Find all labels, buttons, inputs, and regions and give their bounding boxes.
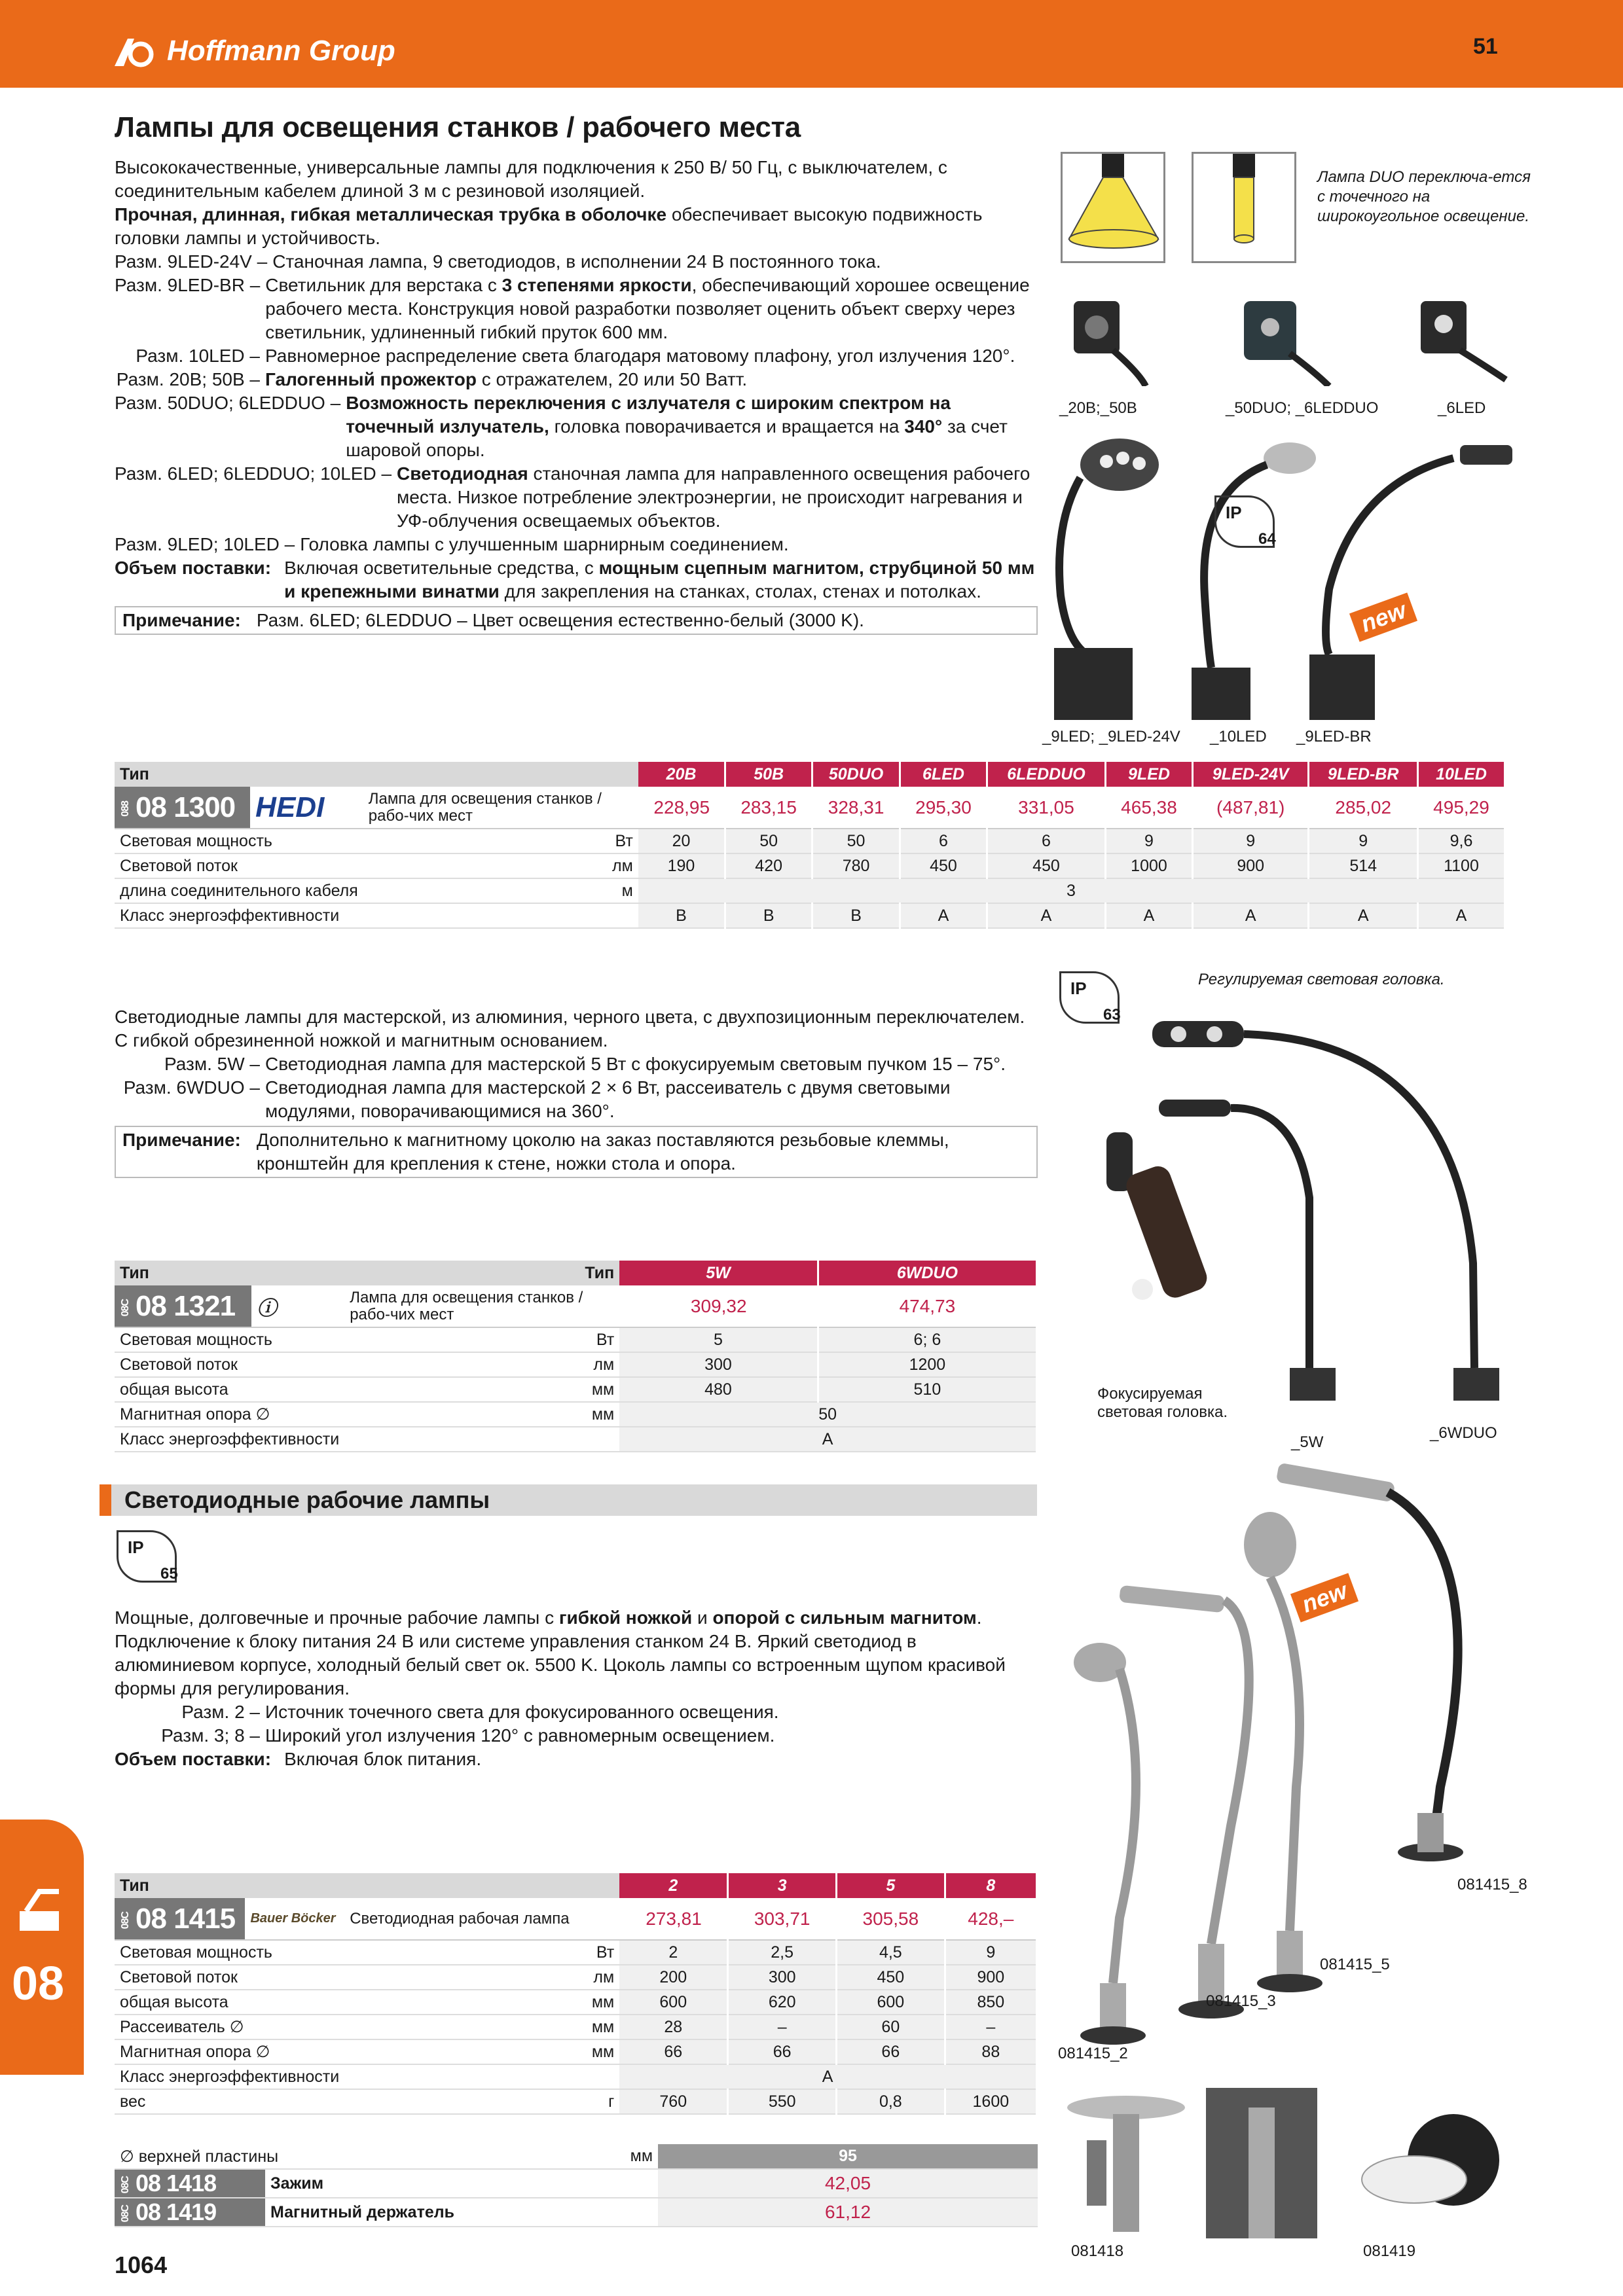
product-description: Светодиодная рабочая лампа: [344, 1898, 619, 1940]
cell: 6; 6: [818, 1327, 1036, 1352]
plate-unit: мм: [406, 2144, 658, 2169]
lamp-20b-image: [1061, 288, 1152, 386]
row-label: Световой поток: [115, 853, 363, 878]
row-unit: Вт: [344, 1327, 619, 1352]
workshop-lamps-image: [1087, 1001, 1519, 1420]
caption-081415-8: 081415_8: [1457, 1876, 1527, 1893]
ip64-badge: IP 64: [1214, 495, 1275, 548]
price-row: [115, 1898, 1037, 1940]
row-unit: мм: [344, 1402, 619, 1427]
row-unit: мм: [344, 1990, 619, 2015]
size-header: 2: [619, 1873, 728, 1898]
row-label: Магнитная опора ∅: [115, 1402, 344, 1427]
language-code: RUE: [1573, 31, 1584, 54]
product-table-081321: [115, 1261, 1038, 1452]
s3-size-rows: [115, 1700, 1038, 1748]
spot-beam-diagram: [1192, 152, 1296, 263]
led-work-lamps-image: [1061, 1460, 1532, 2049]
plate-value: 95: [658, 2144, 1038, 2169]
size-row: [115, 344, 1038, 368]
intro-block: [115, 156, 1038, 635]
table-header-row: [115, 762, 1505, 787]
cell: 190: [638, 853, 725, 878]
article-number[interactable]: [115, 787, 250, 829]
size-text: Головка лампы с улучшенным шарнирным соединением.: [300, 534, 789, 554]
intro-size-rows: [115, 250, 1038, 556]
cell: 300: [619, 1352, 818, 1377]
table-row: [115, 878, 1505, 903]
size-header: 6WDUO: [818, 1261, 1036, 1285]
cell: 60: [837, 2015, 945, 2039]
price-row: [115, 1285, 1037, 1327]
magnet-081419-image: [1355, 2088, 1506, 2238]
table-row: [115, 2089, 1037, 2114]
cell: A: [619, 2064, 1036, 2089]
note-box: Примечание: Разм. 6LED; 6LEDDUO – Цвет освещения естественно-белый (3000 K).: [115, 606, 1038, 635]
row-label: Класс энергоэффективности: [115, 2064, 344, 2089]
article-code: 08 1418: [136, 2170, 217, 2197]
spot-beam-icon: [1194, 154, 1294, 261]
caption-9led: _9LED; _9LED-24V: [1042, 728, 1180, 745]
row-unit: [363, 903, 638, 928]
chapter-tab[interactable]: [0, 1820, 84, 2075]
article-number[interactable]: [115, 2198, 265, 2227]
cell: 420: [725, 853, 812, 878]
size-header: 10LED: [1418, 762, 1505, 787]
size-header: 9LED-BR: [1309, 762, 1418, 787]
caption-081418: 081418: [1071, 2242, 1124, 2260]
table-row: [115, 829, 1505, 853]
cell: 200: [619, 1965, 728, 1990]
cell: A: [1418, 903, 1505, 928]
size-text: Светодиодная станочная лампа для направленного освещения рабочего места. Низкое потребление электроэнергии, не происходит нагревания и УФ-облучения освещаемых объектов.: [397, 463, 1030, 531]
footer-page-number: 1064: [115, 2251, 168, 2278]
cell: 450: [900, 853, 987, 878]
cell: 9: [945, 1940, 1036, 1965]
type-label: Тип: [115, 1873, 344, 1898]
row-unit: [344, 1427, 619, 1452]
cell: 510: [818, 1377, 1036, 1402]
cell: 480: [619, 1377, 818, 1402]
type-label-2: [344, 1873, 619, 1898]
cell: 450: [987, 853, 1105, 878]
table-row: [115, 903, 1505, 928]
size-label: Разм. 2 –: [181, 1702, 260, 1722]
price[interactable]: 228,95: [638, 787, 725, 829]
cell: 50: [812, 829, 900, 853]
cell: 66: [837, 2039, 945, 2064]
cell: 450: [837, 1965, 945, 1990]
row-label: Рассеиватель ∅: [115, 2015, 344, 2039]
size-label: Разм. 6LED; 6LEDDUO; 10LED –: [115, 463, 392, 484]
type-label-2: Тип: [344, 1261, 619, 1285]
table-header-row: [115, 1261, 1037, 1285]
row-unit: мм: [344, 1377, 619, 1402]
brand-name: Hoffmann Group: [167, 35, 395, 67]
size-row: [115, 1700, 1038, 1724]
row-label: Световая мощность: [115, 1327, 344, 1352]
row-label: Класс энергоэффективности: [115, 1427, 344, 1452]
row-unit: лм: [344, 1352, 619, 1377]
size-row: [115, 1052, 1038, 1076]
caption-50duo: _50DUO; _6LEDDUO: [1226, 399, 1379, 417]
table-row: [115, 2015, 1037, 2039]
size-header: 9LED-24V: [1192, 762, 1309, 787]
table-row: [115, 1940, 1037, 1965]
clamp-081418-image: [1061, 2088, 1192, 2238]
table-row: [115, 1990, 1037, 2015]
wide-beam-icon: [1063, 154, 1163, 261]
cell: 66: [728, 2039, 837, 2064]
cell: B: [812, 903, 900, 928]
article-prefix: 088: [120, 801, 131, 817]
cell: 88: [945, 2039, 1036, 2064]
cell: 550: [728, 2089, 837, 2114]
row-unit: мм: [344, 2039, 619, 2064]
s2-block: [115, 1005, 1038, 1178]
cell: 1600: [945, 2089, 1036, 2114]
table-row: [115, 1327, 1037, 1352]
size-text: Станочная лампа, 9 светодиодов, в исполнении 24 В постоянного тока.: [272, 251, 881, 272]
article-number[interactable]: [115, 1898, 245, 1940]
product-description: Лампа для освещения станков / рабо-чих мест: [344, 1285, 619, 1327]
ip65-badge: IP 65: [117, 1530, 177, 1583]
scope-row: Объем поставки: Включая осветительные средства, с мощным сцепным магнитом, струбциной 50 мм и крепежными винатми для закрепления на станках, столах, стенах и потолках.: [115, 558, 1035, 601]
cell: A: [987, 903, 1105, 928]
table-row: [115, 1377, 1037, 1402]
cell: 600: [619, 1990, 728, 2015]
s3-paragraph: Мощные, долговечные и прочные рабочие лампы с гибкой ножкой и опорой с сильным магнитом. Подключение к блоку питания 24 В или системе управления станком 24 В. Яркий светодиод в алюминиевом корпусе, холодный белый свет ок. 5500 K. Цоколь лампы со встроенным щупом красивой формы для регулирования.: [115, 1607, 1006, 1698]
intro-paragraph-2: Прочная, длинная, гибкая металлическая трубка в оболочке обеспечивает высокую подвижность головки лампы и устойчивость.: [115, 204, 983, 248]
ip63-badge: IP 63: [1059, 971, 1120, 1024]
size-label: Разм. 50DUO; 6LEDDUO –: [115, 393, 341, 413]
price[interactable]: 61,12: [658, 2198, 1038, 2227]
cell: 9: [1309, 829, 1418, 853]
size-text: Равномерное распределение света благодаря матовому плафону, угол излучения 120°.: [265, 346, 1015, 366]
article-prefix: 08C: [120, 2176, 131, 2194]
adjustable-head-caption: Регулируемая световая головка.: [1198, 971, 1445, 988]
size-header: 5W: [619, 1261, 818, 1285]
size-row: [115, 250, 1038, 274]
price[interactable]: 328,31: [812, 787, 900, 829]
caption-6wduo: _6WDUO: [1430, 1424, 1497, 1442]
plate-row: [115, 2144, 1038, 2169]
row-label: общая высота: [115, 1990, 344, 2015]
cell: 9: [1192, 829, 1309, 853]
wide-beam-diagram: [1061, 152, 1165, 263]
lamp-6led-image: [1408, 288, 1512, 386]
cell: 3: [638, 878, 1505, 903]
cell: 620: [728, 1990, 837, 2015]
cell: 1000: [1106, 853, 1193, 878]
size-row: [115, 1076, 1038, 1123]
caption-081415-5: 081415_5: [1320, 1956, 1390, 1973]
price[interactable]: 495,29: [1418, 787, 1505, 829]
article-number[interactable]: [115, 1285, 251, 1327]
accessory-name: Зажим: [265, 2169, 658, 2198]
size-label: Разм. 10LED –: [136, 346, 260, 366]
row-label: Световой поток: [115, 1965, 344, 1990]
type-label-2: [363, 762, 638, 787]
cell: 0,8: [837, 2089, 945, 2114]
size-label: Разм. 20B; 50B –: [116, 369, 260, 389]
focus-head-caption: Фокусируемая световая головка.: [1097, 1385, 1228, 1421]
size-label: Разм. 3; 8 –: [161, 1725, 260, 1746]
size-header: 20B: [638, 762, 725, 787]
s3-scope-row: Объем поставки: Включая блок питания.: [115, 1749, 482, 1769]
size-header: 9LED: [1106, 762, 1193, 787]
cell: A: [900, 903, 987, 928]
table-header-row: [115, 1873, 1037, 1898]
price[interactable]: 465,38: [1106, 787, 1193, 829]
row-unit: Вт: [363, 829, 638, 853]
product-description: Лампа для освещения станков / рабо-чих мест: [363, 787, 638, 829]
size-text: Светодиодная лампа для мастерской 5 Вт с фокусируемым световым пучком 15 – 75°.: [265, 1054, 1006, 1074]
caption-081415-2: 081415_2: [1058, 2045, 1128, 2062]
cell: 1200: [818, 1352, 1036, 1377]
price-row: [115, 787, 1505, 829]
type-label: Тип: [115, 762, 363, 787]
row-unit: Вт: [344, 1940, 619, 1965]
cell: 600: [837, 1990, 945, 2015]
size-text: Светодиодная лампа для мастерской 2 × 6 Вт, рассеиватель с двумя световыми модулями, поворачивающимися на 360°.: [265, 1077, 951, 1121]
lamp-category-icon: [13, 1885, 68, 1937]
lamp-50duo-image: [1231, 288, 1336, 386]
product-table-081300: [115, 762, 1506, 929]
table-row: [115, 2039, 1037, 2064]
row-label: Световая мощность: [115, 829, 363, 853]
caption-9led-br: _9LED-BR: [1296, 728, 1372, 745]
size-header: 50B: [725, 762, 812, 787]
price[interactable]: 331,05: [987, 787, 1105, 829]
row-label: Световая мощность: [115, 1940, 344, 1965]
size-row: [115, 462, 1038, 533]
cell: 9: [1106, 829, 1193, 853]
size-text: Светильник для верстака с 3 степенями яркости, обеспечивающий хорошее освещение рабочего места. Конструкция новой разработки позволяет оценить объект сверху через светильник, удлиненный гибкий пруток 600 мм.: [265, 275, 1030, 342]
cell: 9,6: [1418, 829, 1505, 853]
price[interactable]: 285,02: [1309, 787, 1418, 829]
size-header: 8: [945, 1873, 1036, 1898]
price[interactable]: 309,32: [619, 1285, 818, 1327]
brand-mark: ⓘ: [251, 1285, 344, 1327]
price[interactable]: 474,73: [818, 1285, 1036, 1327]
caption-6led: _6LED: [1438, 399, 1486, 417]
article-code: 08 1419: [136, 2198, 217, 2225]
size-row: [115, 391, 1038, 462]
section-heading-led-work-lamps: Светодиодные рабочие лампы: [100, 1484, 1037, 1516]
size-label: Разм. 9LED-BR –: [115, 275, 261, 295]
accessory-name: Магнитный держатель: [265, 2198, 658, 2227]
duo-caption: Лампа DUO переключа-ется с точечного на широкоугольное освещение.: [1317, 168, 1531, 225]
cell: 2,5: [728, 1940, 837, 1965]
size-header: 50DUO: [812, 762, 900, 787]
product-table-081415: [115, 1873, 1038, 2115]
size-text: Галогенный прожектор с отражателем, 20 или 50 Ватт.: [265, 369, 748, 389]
brand-mark: HEDI: [250, 787, 363, 829]
page-title: Лампы для освещения станков / рабочего места: [115, 111, 801, 143]
cell: B: [725, 903, 812, 928]
clamp-installed-image: [1206, 2088, 1317, 2238]
article-code: 08 1300: [136, 791, 236, 823]
caption-5w: _5W: [1291, 1433, 1324, 1451]
size-label: Разм. 6WDUO –: [123, 1077, 260, 1098]
article-prefix: 08C: [120, 1299, 131, 1317]
caption-20b: _20B;_50B: [1059, 399, 1137, 417]
cell: 900: [945, 1965, 1036, 1990]
caption-081415-3: 081415_3: [1206, 1992, 1276, 2010]
page-number: 51: [1473, 34, 1498, 59]
accessory-table: [115, 2144, 1038, 2227]
row-label: Класс энергоэффективности: [115, 903, 363, 928]
cell: A: [1106, 903, 1193, 928]
caption-081419: 081419: [1363, 2242, 1416, 2260]
s3-block: [115, 1606, 1038, 1771]
s2-size-rows: [115, 1052, 1038, 1123]
caption-10led: _10LED: [1210, 728, 1267, 745]
brand-logo: [115, 31, 395, 71]
table-row: [115, 1427, 1037, 1452]
article-code: 08 1321: [136, 1289, 236, 1322]
size-header: 5: [837, 1873, 945, 1898]
s2-paragraph: Светодиодные лампы для мастерской, из алюминия, черного цвета, с двухпозиционным переключателем. С гибкой обрезиненной ножкой и магнитным основанием.: [115, 1007, 1025, 1050]
table-row: [115, 853, 1505, 878]
cell: 2: [619, 1940, 728, 1965]
cell: B: [638, 903, 725, 928]
cell: 6: [900, 829, 987, 853]
cell: 28: [619, 2015, 728, 2039]
cell: 850: [945, 1990, 1036, 2015]
machine-lamps-image: [1041, 432, 1525, 726]
cell: 66: [619, 2039, 728, 2064]
article-prefix: 08C: [120, 1911, 131, 1929]
table-row: [115, 1402, 1037, 1427]
cell: A: [1309, 903, 1418, 928]
cell: 780: [812, 853, 900, 878]
new-badge: new: [1349, 592, 1417, 641]
cell: A: [619, 1427, 1036, 1452]
size-header: 3: [728, 1873, 837, 1898]
row-unit: [344, 2064, 619, 2089]
cell: 5: [619, 1327, 818, 1352]
cell: A: [1192, 903, 1309, 928]
hoffmann-logo-icon: [115, 35, 160, 67]
cell: –: [728, 2015, 837, 2039]
cell: 4,5: [837, 1940, 945, 1965]
size-row: [115, 274, 1038, 344]
price[interactable]: 303,71: [728, 1898, 837, 1940]
size-text: Широкий угол излучения 120° с равномерным освещением.: [265, 1725, 775, 1746]
price[interactable]: 42,05: [658, 2169, 1038, 2198]
type-label: Тип: [115, 1261, 344, 1285]
row-unit: мм: [344, 2015, 619, 2039]
row-label: Магнитная опора ∅: [115, 2039, 344, 2064]
price[interactable]: 428,–: [945, 1898, 1036, 1940]
row-unit: г: [344, 2089, 619, 2114]
cell: 50: [725, 829, 812, 853]
s2-note-box: Примечание: Дополнительно к магнитному цоколю на заказ поставляются резьбовые клеммы, кронштейн для крепления к стене, ножки стола и опора.: [115, 1126, 1038, 1178]
cell: 300: [728, 1965, 837, 1990]
row-label: вес: [115, 2089, 344, 2114]
size-header: 6LEDDUO: [987, 762, 1105, 787]
price[interactable]: 305,58: [837, 1898, 945, 1940]
plate-label: ∅ верхней пластины: [115, 2144, 406, 2169]
table-row: [115, 2064, 1037, 2089]
cell: 1100: [1418, 853, 1505, 878]
row-label: Световой поток: [115, 1352, 344, 1377]
table-row: [115, 1352, 1037, 1377]
size-row: [115, 533, 1038, 556]
row-unit: лм: [363, 853, 638, 878]
table-row: [115, 1965, 1037, 1990]
accessory-row: [115, 2198, 1038, 2227]
cell: –: [945, 2015, 1036, 2039]
size-row: [115, 1724, 1038, 1748]
row-unit: м: [363, 878, 638, 903]
cell: 900: [1192, 853, 1309, 878]
size-label: Разм. 5W –: [164, 1054, 260, 1074]
size-label: Разм. 9LED; 10LED –: [115, 534, 295, 554]
cell: 20: [638, 829, 725, 853]
chapter-number: 08: [12, 1958, 65, 2010]
price[interactable]: 295,30: [900, 787, 987, 829]
article-number[interactable]: [115, 2169, 265, 2198]
intro-paragraph: Высококачественные, универсальные лампы для подключения к 250 В/ 50 Гц, с выключателем, с соединительным кабелем длиной 3 м с резиновой изоляцией.: [115, 157, 947, 201]
size-row: [115, 368, 1038, 391]
article-prefix: 08C: [120, 2205, 131, 2223]
cell: 760: [619, 2089, 728, 2114]
price[interactable]: 283,15: [725, 787, 812, 829]
article-code: 08 1415: [136, 1902, 236, 1935]
size-text: Источник точечного света для фокусированного освещения.: [265, 1702, 779, 1722]
price[interactable]: (487,81): [1192, 787, 1309, 829]
cell: 50: [619, 1402, 1036, 1427]
row-label: длина соединительного кабеля: [115, 878, 363, 903]
cell: 6: [987, 829, 1105, 853]
size-header: 6LED: [900, 762, 987, 787]
size-text: Возможность переключения с излучателя с широким спектром на точечный излучатель, головка поворачивается и вращается на 340° за счет шаровой опоры.: [346, 393, 1008, 460]
brand-mark: Bauer Böcker: [245, 1898, 344, 1940]
row-label: общая высота: [115, 1377, 344, 1402]
size-label: Разм. 9LED-24V –: [115, 251, 268, 272]
accessory-row: [115, 2169, 1038, 2198]
cell: 514: [1309, 853, 1418, 878]
price[interactable]: 273,81: [619, 1898, 728, 1940]
row-unit: лм: [344, 1965, 619, 1990]
new-badge-2: new: [1290, 1573, 1359, 1622]
